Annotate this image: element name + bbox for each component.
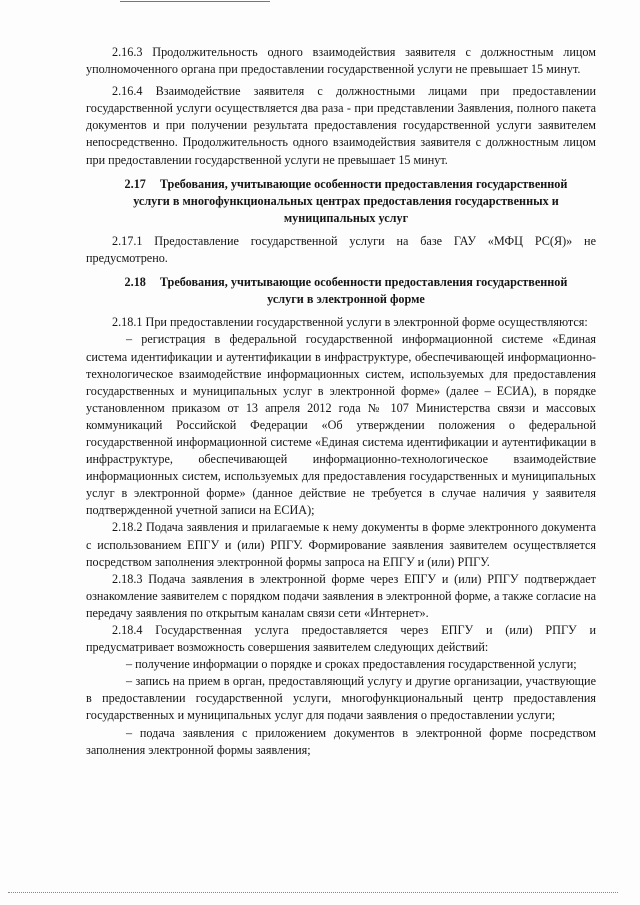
- section-number: 2.18: [124, 275, 146, 290]
- paragraph-2-17-1: 2.17.1 Предоставление государственной услуги на базе ГАУ «МФЦ РС(Я)» не предусмотрено.: [86, 233, 596, 266]
- paragraph-2-18-3: 2.18.3 Подача заявления в электронной форме через ЕПГУ и (или) РПГУ подтверждает ознакомление заявителем с порядком подачи заявления в электронной форме, а также согласие на передачу заявления по открытым каналам связи сети «Интернет».: [86, 571, 596, 620]
- section-heading-2-18: [86, 274, 596, 308]
- list-item-submission: – подача заявления с приложением документов в электронной форме посредством заполнения электронной формы заявления;: [86, 725, 596, 757]
- scan-artifact-top: [120, 1, 270, 2]
- section-number: 2.17: [124, 176, 146, 191]
- paragraph-2-16-3: 2.16.3 Продолжительность одного взаимодействия заявителя с должностным лицом уполномоченного органа при предоставлении государственной услуги не превышает 15 минут.: [86, 45, 596, 77]
- document-body: [86, 44, 596, 759]
- paragraph-2-18-1: 2.18.1 При предоставлении государственной услуги в электронной форме осуществляются:: [112, 315, 588, 330]
- list-item-appointment: – запись на прием в орган, предоставляющий услугу и другие организации, участвующие в предоставлении государственной услуги, многофункциональный центр предоставления государственных и муниципальных услуг для подачи заявления о предоставлении услуги;: [86, 674, 596, 723]
- paragraph-2-18-4: 2.18.4 Государственная услуга предоставляется через ЕПГУ и (или) РПГУ и предусматривает возможность совершения заявителем следующих действий:: [86, 623, 596, 655]
- paragraph-2-18-2: 2.18.2 Подача заявления и прилагаемые к нему документы в форме электронного документа с использованием ЕПГУ и (или) РПГУ. Формирование заявления заявителем осуществляется посредством заполнения электронной формы запроса на ЕПГУ и (или) РПГУ.: [86, 520, 596, 569]
- paragraph-2-16-4: 2.16.4 Взаимодействие заявителя с должностными лицами при предоставлении государственной услуги осуществляется два раза - при представлении Заявления, полного пакета документов и при получении результата предоставления государственной услуги заявителем непосредственно. Продолжительность одного взаимодействия заявителя с должностным лицом при предоставлении государственной услуги не превышает 15 минут.: [86, 84, 596, 167]
- scan-artifact-bottom: [8, 892, 618, 896]
- section-title: Требования, учитывающие особенности предоставления государственной услуги в многофункциональных центрах предоставления государственных и муниципальных услуг: [133, 176, 568, 225]
- section-heading-2-17: [86, 176, 596, 227]
- section-title: Требования, учитывающие особенности предоставления государственной услуги в электронной форме: [159, 275, 568, 307]
- list-item-info: – получение информации о порядке и сроках предоставления государственной услуги;: [126, 657, 577, 672]
- list-item-esia: – регистрация в федеральной государственной информационной системе «Единая система идентификации и аутентификации в инфраструктуре, обеспечивающей информационно-технологическое взаимодействие информационных систем, используемых для предоставления государственных и муниципальных услуг в электронной форме» (далее – ЕСИА), в порядке установленном приказом от 13 апреля 2012 года № 107 Министерства связи и массовых коммуникаций Российской Федерации «Об утверждении положения о федеральной государственной информационной системе «Единая система идентификации и аутентификации в инфраструктуре, обеспечивающей информационно-технологическое взаимодействие информационных систем, используемых для предоставления государственных и муниципальных услуг в электронной форме» (данное действие не требуется в случае наличия у заявителя подтвержденной учетной записи на ЕСИА);: [86, 332, 596, 518]
